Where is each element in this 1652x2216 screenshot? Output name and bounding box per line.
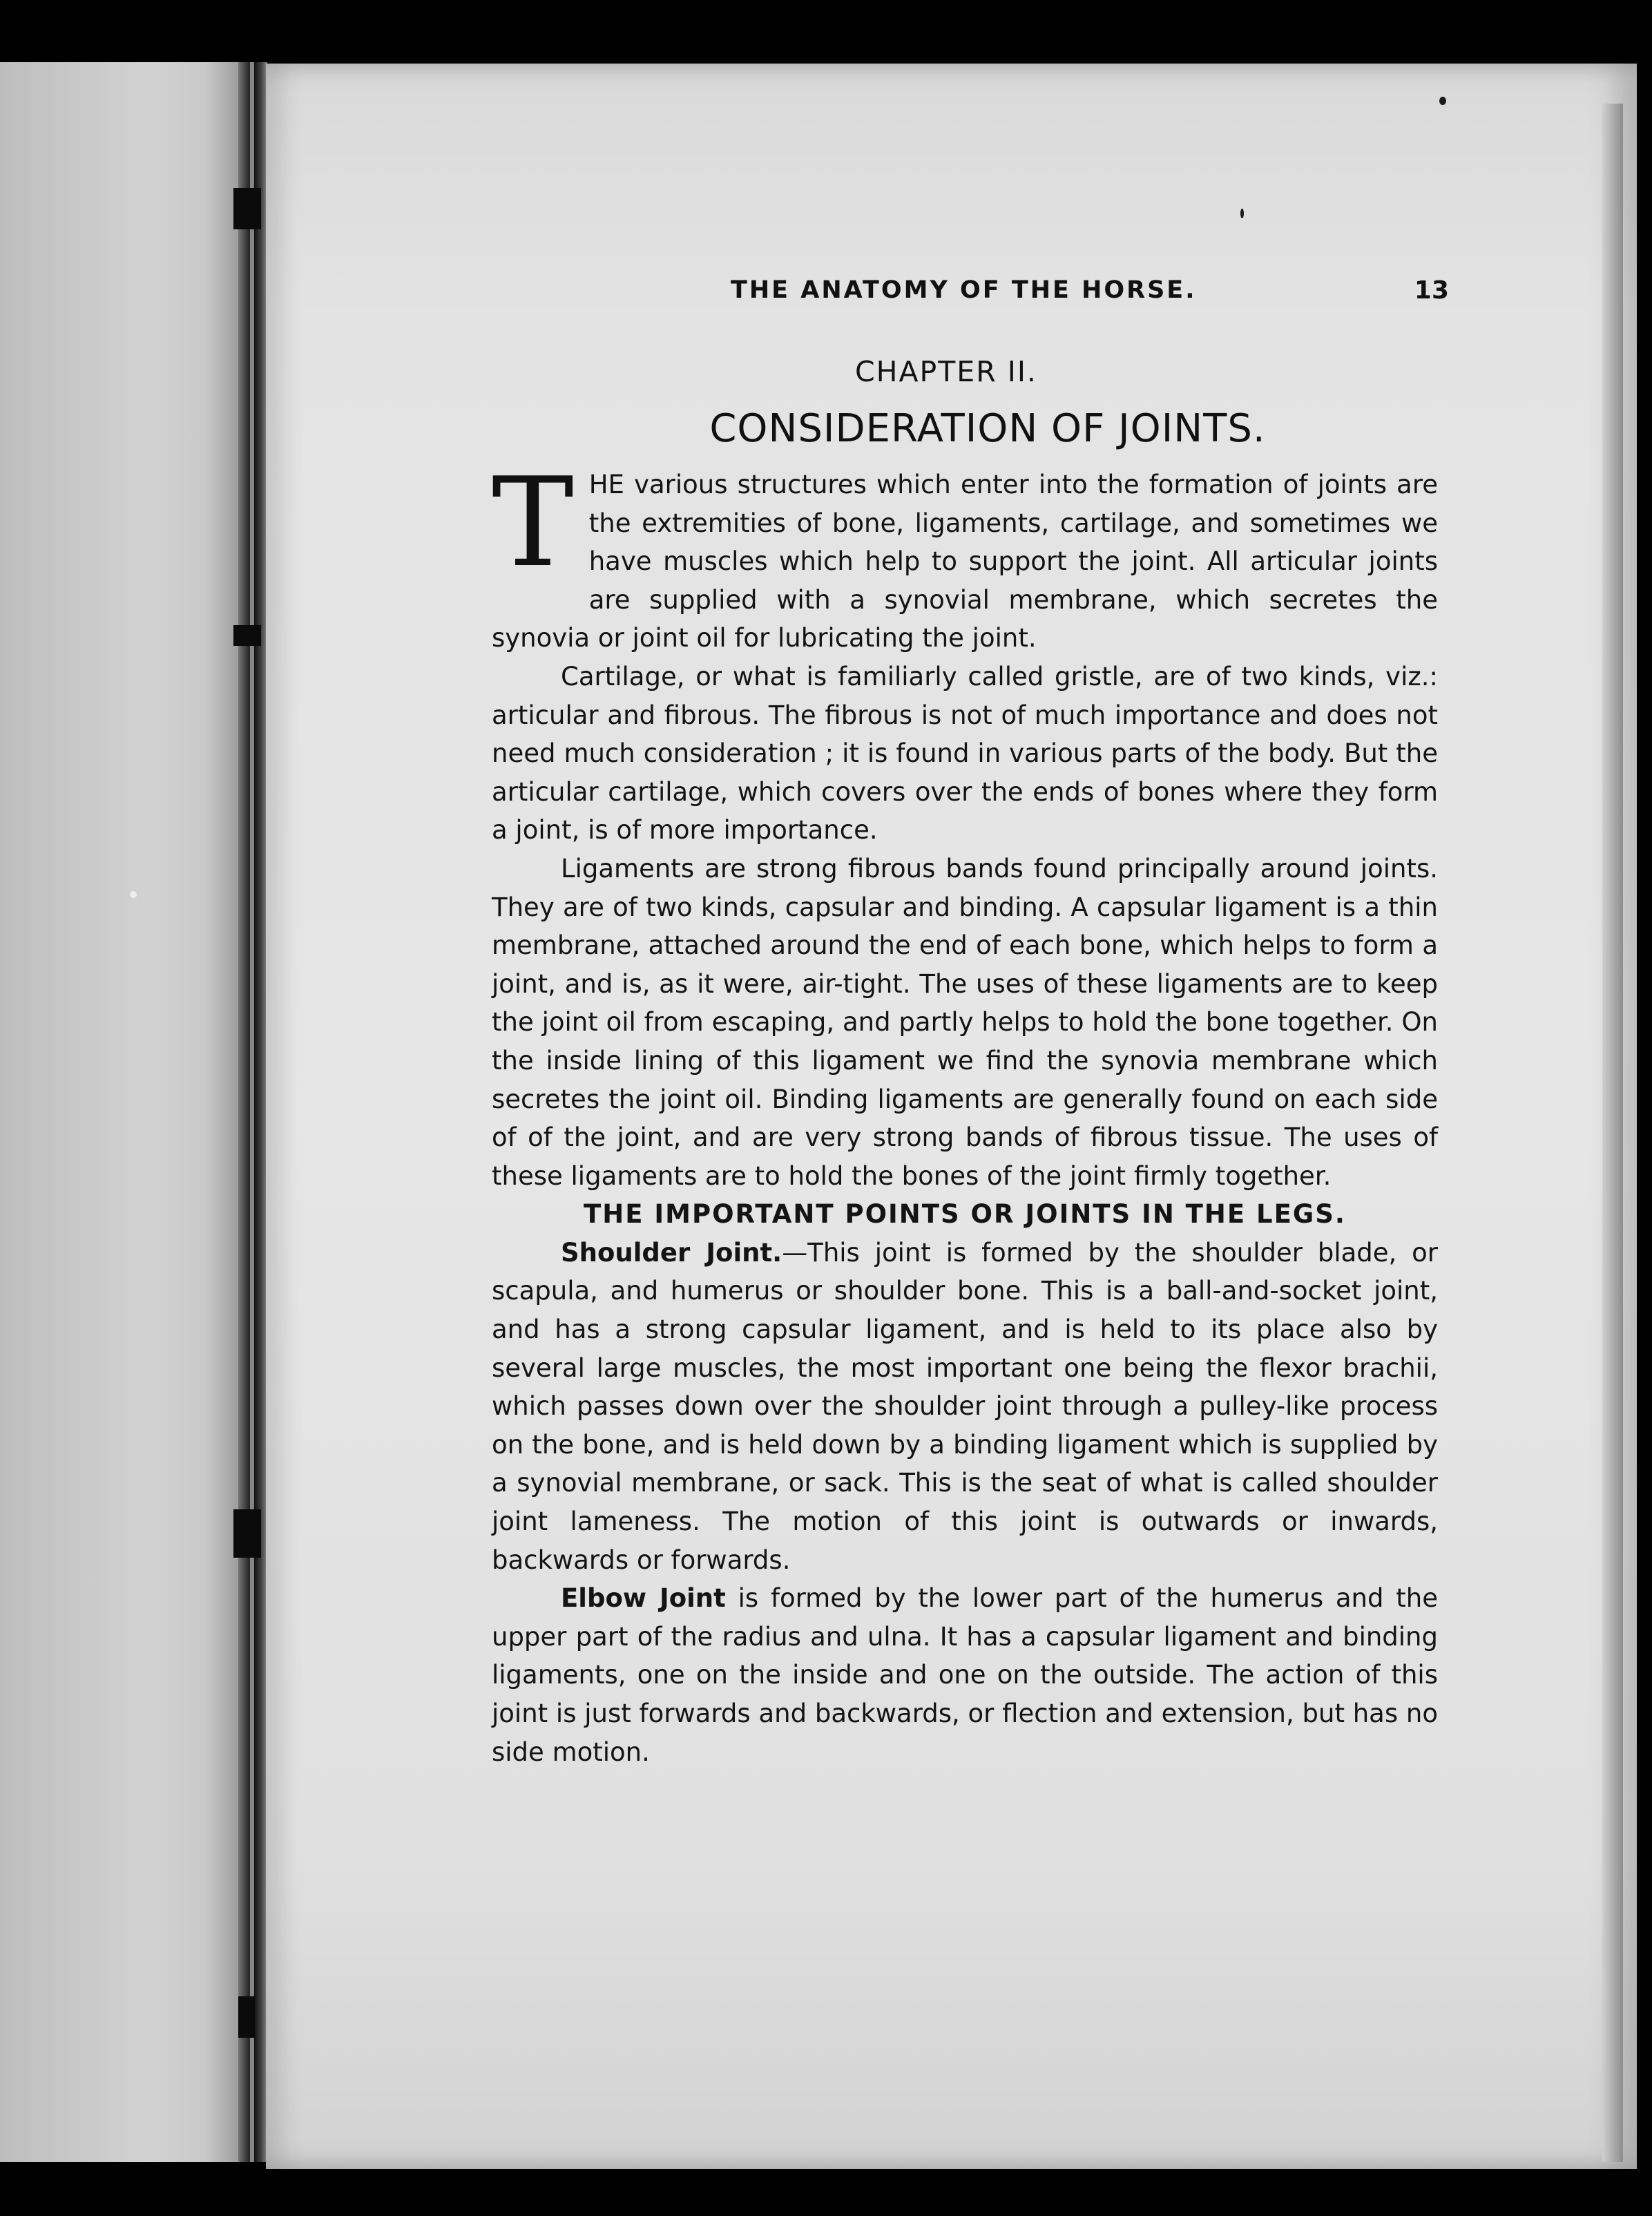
- elbow-joint-label: Elbow Joint: [561, 1583, 726, 1614]
- facing-page-edge: [0, 62, 242, 2162]
- paragraph-intro: [492, 451, 1438, 658]
- binding-thread-mark: [233, 188, 261, 229]
- scan-speck: [1439, 97, 1446, 105]
- chapter-body: [492, 451, 1439, 1771]
- gutter-highlight: [250, 62, 254, 2162]
- binding-thread-mark: [233, 625, 261, 646]
- chapter-number: CHAPTER II.: [855, 355, 1037, 388]
- section-heading: THE IMPORTANT POINTS OR JOINTS IN THE LEGS.: [584, 1199, 1346, 1230]
- paragraph-ligaments: Ligaments are strong fibrous bands found principally around joints. They are of two kinds, capsular and binding. A capsular ligament is a thin membrane, attached around the end of each bone, which helps to form a joint, and is, as it were, air-tight. The uses of these ligaments are to keep the joint oil from escaping, and partly helps to hold the bone together. On the inside lining of this ligament we find the synovia membrane which secretes the joint oil. Binding ligaments are generally found on each side of of the joint, and are very strong bands of fibrous tissue. The uses of these ligaments are to hold the bones of the joint firmly together.: [492, 853, 1438, 1191]
- elbow-joint-text: is formed by the lower part of the humerus and the upper part of the radius and ulna. It has a capsular ligament and binding ligaments, one on the inside and one on the outside. The action of this joint is just forwards and backwards, or flection and extension, but has no side motion.: [492, 1583, 1438, 1767]
- paragraph-elbow-joint: [492, 1579, 1438, 1771]
- page-edge-shadow: [1602, 104, 1623, 2162]
- chapter-title: CONSIDERATION OF JOINTS.: [709, 406, 1266, 451]
- binding-thread-mark: [238, 1996, 255, 2038]
- paragraph-intro-text: HE various structures which enter into the formation of joints are the extremities of bone, ligaments, cartilage, and sometimes we have muscles which help to support the joint. All articular joints are supplied with a synovial membrane, which secretes the synovia or joint oil for lubricating the joint.: [492, 470, 1438, 653]
- paragraph-cartilage: Cartilage, or what is familiarly called gristle, are of two kinds, viz.: articular and fibrous. The fibrous is not of much importance and does not need much consideration ; it is found in various parts of the body. But the articular cartilage, which covers over the ends of bones where they form a joint, is of more importance.: [492, 661, 1438, 846]
- shoulder-joint-text: —This joint is formed by the shoulder blade, or scapula, and humerus or shoulder bone. This is a ball-and-socket joint, and has a strong capsular ligament, and is held to its place also by several large muscles, the most important one being the flexor brachii, which passes down over the shoulder joint through a pulley-like process on the bone, and is held down by a binding ligament which is supplied by a synovial membrane, or sack. This is the seat of what is called shoulder joint lameness. The motion of this joint is outwards or inwards, backwards or forwards.: [492, 1237, 1439, 1575]
- shoulder-joint-label: Shoulder Joint.: [561, 1237, 782, 1268]
- paragraph-shoulder-joint: [492, 1234, 1438, 1579]
- drop-cap: T: [492, 451, 574, 594]
- page-number: 13: [1414, 276, 1449, 305]
- running-head: THE ANATOMY OF THE HORSE.: [731, 276, 1197, 304]
- scan-speck: [130, 891, 137, 898]
- scan-speck: [1240, 209, 1244, 218]
- binding-thread-mark: [233, 1509, 261, 1558]
